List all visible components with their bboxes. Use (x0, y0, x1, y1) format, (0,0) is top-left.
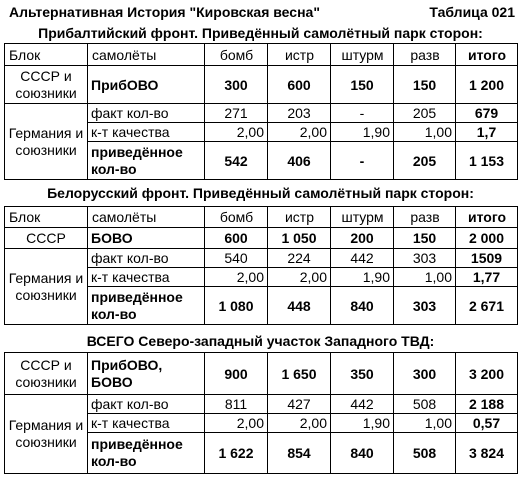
cell-bomb: 271 (205, 104, 268, 123)
cell-razv: 1,00 (394, 414, 456, 433)
row-label: ПрибОВО (88, 66, 205, 104)
cell-istr: 2,00 (268, 123, 331, 142)
header-row (5, 207, 518, 228)
cell-total: 1,7 (456, 123, 518, 142)
cell-istr: 427 (268, 395, 331, 414)
cell-total: 679 (456, 104, 518, 123)
col-header-istr: истр (268, 44, 331, 66)
col-header-total: итого (456, 44, 518, 66)
cell-total: 3 200 (456, 353, 518, 395)
cell-shturm: 1,90 (331, 123, 394, 142)
cell-bomb: 300 (205, 66, 268, 104)
cell-istr: 406 (268, 142, 331, 180)
row-label: факт кол-во (88, 395, 205, 414)
cell-razv: 205 (394, 142, 456, 180)
cell-total: 1509 (456, 249, 518, 268)
cell-istr: 1 050 (268, 228, 331, 249)
cell-istr: 600 (268, 66, 331, 104)
bloc-germany: Германия и союзники (5, 395, 88, 474)
cell-shturm: - (331, 104, 394, 123)
cell-razv: 1,00 (394, 123, 456, 142)
table-baltic (4, 43, 518, 180)
col-header-bomb: бомб (205, 207, 268, 228)
col-header-total: итого (456, 207, 518, 228)
row-label: к-т качества (88, 414, 205, 433)
cell-istr: 2,00 (268, 268, 331, 287)
table-belarus (4, 206, 518, 325)
row-label: к-т качества (88, 123, 205, 142)
row-ussr (5, 66, 518, 104)
row-label: БОВО (88, 228, 205, 249)
row-label: факт кол-во (88, 249, 205, 268)
row-fact (5, 104, 518, 123)
col-header-blok: Блок (5, 44, 88, 66)
bloc-germany: Германия и союзники (5, 249, 88, 325)
cell-bomb: 2,00 (205, 123, 268, 142)
bloc-ussr: СССР (5, 228, 88, 249)
cell-shturm: 1,90 (331, 414, 394, 433)
cell-razv: 508 (394, 395, 456, 414)
row-fact (5, 395, 518, 414)
row-ussr (5, 228, 518, 249)
col-header-razv: разв (394, 44, 456, 66)
col-header-planes: самолёты (88, 207, 205, 228)
cell-shturm: 840 (331, 287, 394, 325)
cell-istr: 1 650 (268, 353, 331, 395)
cell-razv: 150 (394, 228, 456, 249)
cell-bomb: 811 (205, 395, 268, 414)
cell-total: 3 824 (456, 433, 518, 474)
bloc-ussr: СССР и союзники (5, 66, 88, 104)
bloc-ussr: СССР и союзники (5, 353, 88, 395)
document-header (0, 3, 521, 21)
cell-bomb: 900 (205, 353, 268, 395)
cell-bomb: 540 (205, 249, 268, 268)
section-title-belarus: Белорусский фронт. Приведённый самолётный парк сторон: (47, 185, 474, 201)
cell-razv: 303 (394, 249, 456, 268)
cell-bomb: 2,00 (205, 414, 268, 433)
row-label: приведённое кол-во (88, 142, 205, 180)
cell-istr: 448 (268, 287, 331, 325)
cell-shturm: 442 (331, 395, 394, 414)
row-label: факт кол-во (88, 104, 205, 123)
col-header-razv: разв (394, 207, 456, 228)
cell-bomb: 1 622 (205, 433, 268, 474)
col-header-blok: Блок (5, 207, 88, 228)
cell-shturm: 150 (331, 66, 394, 104)
cell-razv: 303 (394, 287, 456, 325)
cell-bomb: 1 080 (205, 287, 268, 325)
cell-shturm: 840 (331, 433, 394, 474)
cell-shturm: 350 (331, 353, 394, 395)
cell-bomb: 2,00 (205, 268, 268, 287)
document-title: Альтернативная История "Кировская весна" (9, 4, 320, 20)
cell-razv: 205 (394, 104, 456, 123)
cell-shturm: 442 (331, 249, 394, 268)
row-label: приведённое кол-во (88, 433, 205, 474)
cell-bomb: 600 (205, 228, 268, 249)
cell-istr: 203 (268, 104, 331, 123)
cell-istr: 2,00 (268, 414, 331, 433)
cell-shturm: 1,90 (331, 268, 394, 287)
cell-total: 2 000 (456, 228, 518, 249)
col-header-bomb: бомб (205, 44, 268, 66)
cell-total: 0,57 (456, 414, 518, 433)
row-label: ПрибОВО, БОВО (88, 353, 205, 395)
cell-razv: 1,00 (394, 268, 456, 287)
cell-razv: 508 (394, 433, 456, 474)
row-label: к-т качества (88, 268, 205, 287)
cell-bomb: 542 (205, 142, 268, 180)
cell-razv: 150 (394, 66, 456, 104)
cell-total: 1 153 (456, 142, 518, 180)
col-header-planes: самолёты (88, 44, 205, 66)
cell-istr: 224 (268, 249, 331, 268)
row-label: приведённое кол-во (88, 287, 205, 325)
cell-total: 2 671 (456, 287, 518, 325)
cell-total: 1,77 (456, 268, 518, 287)
section-title-baltic: Прибалтийский фронт. Приведённый самолётный парк сторон: (38, 25, 483, 41)
section-title-total: ВСЕГО Северо-западный участок Западного ТВД: (86, 333, 435, 349)
cell-total: 2 188 (456, 395, 518, 414)
col-header-shturm: штурм (331, 207, 394, 228)
table-total (4, 352, 518, 474)
col-header-istr: истр (268, 207, 331, 228)
row-ussr (5, 353, 518, 395)
row-fact (5, 249, 518, 268)
col-header-shturm: штурм (331, 44, 394, 66)
header-row (5, 44, 518, 66)
cell-istr: 854 (268, 433, 331, 474)
cell-razv: 300 (394, 353, 456, 395)
table-number: Таблица 021 (429, 4, 515, 20)
cell-shturm: - (331, 142, 394, 180)
bloc-germany: Германия и союзники (5, 104, 88, 180)
cell-shturm: 200 (331, 228, 394, 249)
cell-total: 1 200 (456, 66, 518, 104)
